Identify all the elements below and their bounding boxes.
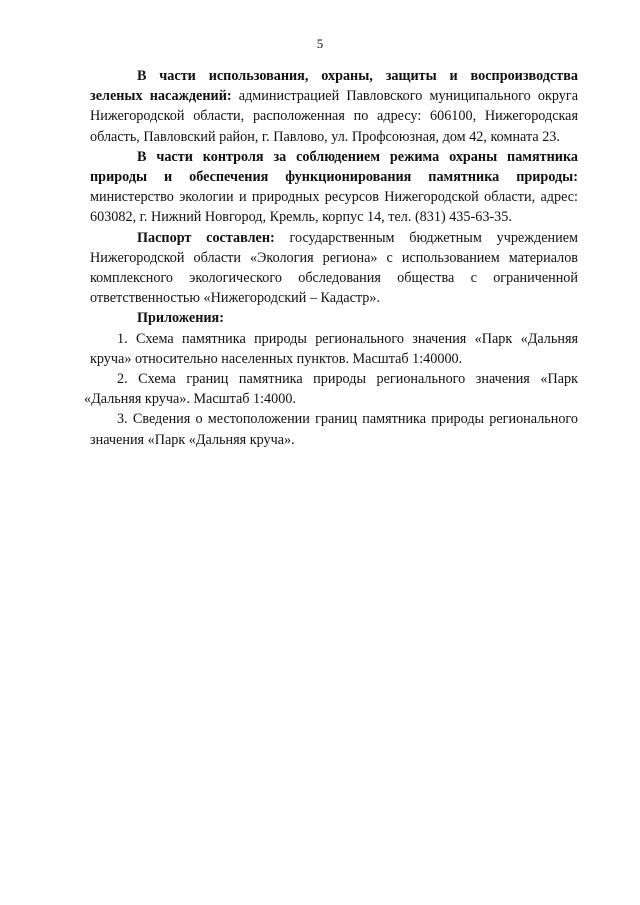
appendices-heading: Приложения: xyxy=(137,310,224,327)
passport-heading: Паспорт составлен: xyxy=(137,229,275,246)
greenery-heading: В части использования, охраны, защиты и воспроизводства зеленых насаждений: xyxy=(90,68,578,105)
passport-paragraph xyxy=(90,228,578,309)
appendices-paragraph xyxy=(90,308,578,328)
passport-text: государственным бюджетным учреждением Нижегородской области «Экология региона» с использованием материалов комплексного экологического обследования общества с ограниченной ответственностью «Нижегородский – Кадастр». xyxy=(90,229,579,307)
page-number: 5 xyxy=(316,36,324,51)
appendix-item: 1. Схема памятника природы регионального значения «Парк «Дальняя круча» относительно населенных пунктов. Масштаб 1:40000. xyxy=(90,330,578,367)
appendix-item: 3. Сведения о местоположении границ памятника природы регионального значения «Парк «Дальняя круча». xyxy=(90,411,578,448)
control-paragraph xyxy=(90,147,578,228)
control-heading: В части контроля за соблюдением режима охраны памятника природы и обеспечения функционирования памятника природы: xyxy=(90,148,578,186)
greenery-text: администрацией Павловского муниципального округа Нижегородской области, расположенная по адресу: 606100, Нижегородская область, Павловский район, г. Павлово, ул. Профсоюзная, дом 42, комната 23. xyxy=(90,88,578,145)
greenery-paragraph xyxy=(90,66,578,147)
control-text: министерство экологии и природных ресурсов Нижегородской области, адрес: 603082, г. Нижний Новгород, Кремль, корпус 14, тел. (831) 435-63-35. xyxy=(90,189,578,226)
appendix-item: 2. Схема границ памятника природы регионального значения «Парк «Дальняя круча». Масштаб 1:4000. xyxy=(84,371,578,408)
document-body xyxy=(84,66,579,450)
